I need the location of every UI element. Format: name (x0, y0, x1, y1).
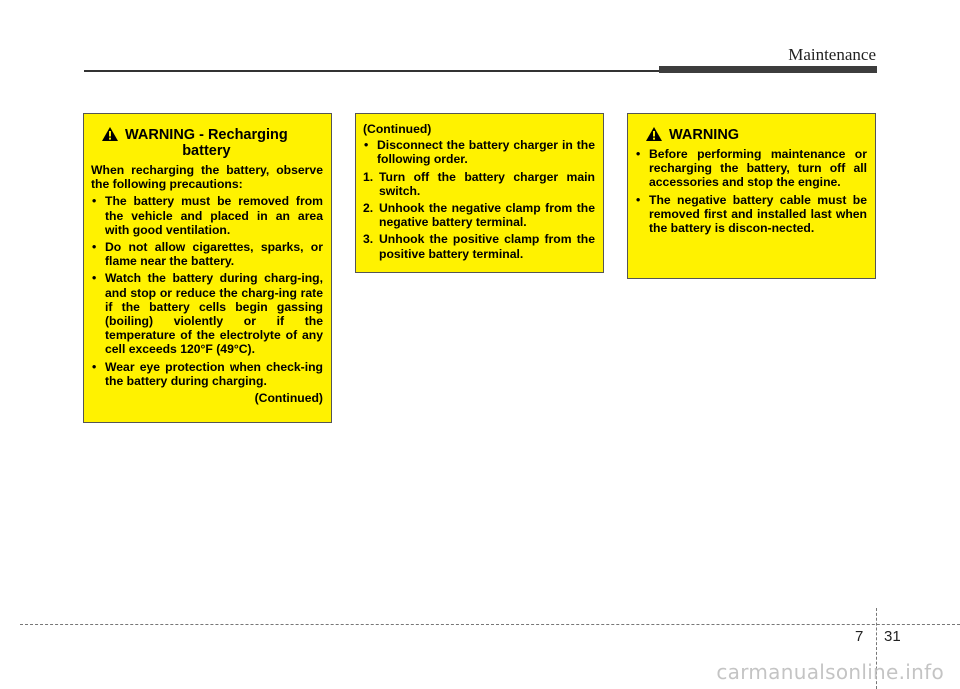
intro-text: When recharging the battery, observe the following precautions: (91, 163, 323, 192)
cable-warning-list (635, 147, 867, 235)
list-item: • The battery must be removed from the vehicle and placed in an area with good ventilation. (91, 194, 323, 237)
recharging-warning-box (83, 113, 332, 423)
warning-heading (91, 127, 323, 159)
header-bar (659, 66, 877, 73)
list-item: • Before performing maintenance or recharging the battery, turn off all accessories and stop the engine. (635, 147, 867, 190)
list-item: • Watch the battery during charg-ing, and stop or reduce the charg-ing rate if the battery cells begin gassing (boiling) violently or if the temperature of the electrolyte of any cell exceeds 120°F (49°C). (91, 271, 323, 356)
cable-warning-box (627, 113, 876, 279)
warning-title: WARNING (669, 127, 740, 143)
chapter-number: 7 (855, 628, 864, 645)
list-item: • Wear eye protection when check-ing the battery during charging. (91, 360, 323, 388)
precaution-list (91, 194, 323, 388)
warning-triangle-icon (101, 126, 119, 142)
watermark: carmanualsonline.info (716, 660, 944, 684)
page-number: 31 (884, 628, 901, 645)
disconnect-list (363, 138, 595, 166)
list-item: • The negative battery cable must be removed first and installed last when the battery is discon-nected. (635, 193, 867, 236)
continued-label: (Continued) (254, 391, 323, 406)
list-item: 1. Turn off the battery charger main switch. (363, 169, 595, 198)
footer-rule (20, 624, 960, 625)
list-item: • Do not allow cigarettes, sparks, or flame near the battery. (91, 240, 323, 268)
list-item: 2. Unhook the negative clamp from the negative battery terminal. (363, 201, 595, 230)
disconnect-steps (363, 170, 595, 261)
header-title: Maintenance (788, 45, 876, 64)
list-item: 3. Unhook the positive clamp from the positive battery terminal. (363, 232, 595, 261)
header-rule (84, 70, 659, 72)
warning-title: WARNING - Recharging (125, 127, 288, 143)
continued-label: (Continued) (363, 122, 432, 136)
warning-heading (635, 127, 867, 143)
warning-subtitle: battery (182, 143, 231, 159)
continued-box (355, 113, 604, 273)
list-item: • Disconnect the battery charger in the following order. (363, 138, 595, 166)
warning-triangle-icon (645, 126, 663, 142)
